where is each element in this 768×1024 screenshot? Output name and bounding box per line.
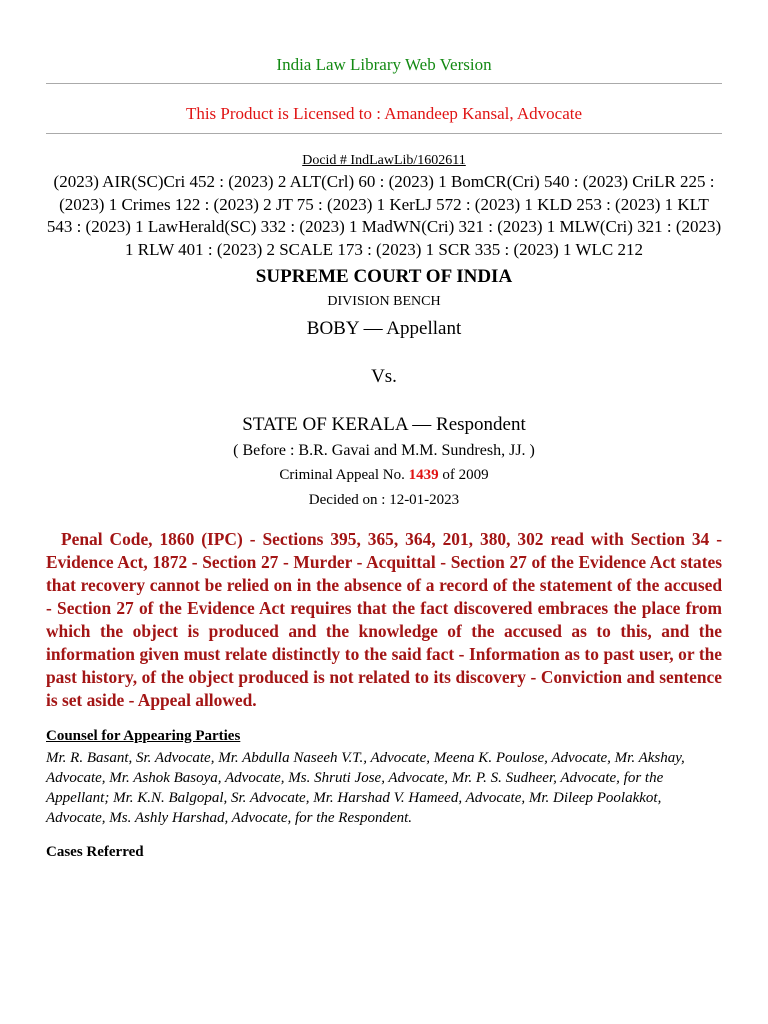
appeal-number: 1439	[408, 467, 439, 483]
appeal-prefix: Criminal Appeal No.	[279, 467, 405, 483]
appellant: BOBY — Appellant	[306, 318, 462, 339]
citations: (2023) AIR(SC)Cri 452 : (2023) 2 ALT(Crl) 60 : (2023) 1 BomCR(Cri) 540 : (2023) CriLR 225 : (2023) 1 Crimes 122 : (2023) 2 JT 75 : (2023) 1 KerLJ 572 : (2023) 1 KLD 253 : (2023) 1 KLT 543 : (2023) 1 LawHerald(SC) 332 : (2023) 1 MadWN(Cri) 321 : (2023) 1 MLW(Cri) 321 : (2023) 1 RLW 401 : (2023) 2 SCALE 173 : (2023) 1 SCR 335 : (2023) 1 WLC 212	[46, 172, 722, 259]
bench-type: DIVISION BENCH	[327, 294, 441, 309]
license-notice: This Product is Licensed to : Amandeep Kansal, Advocate	[185, 104, 583, 123]
counsel-heading: Counsel for Appearing Parties	[46, 728, 241, 744]
decided-date: Decided on : 12-01-2023	[308, 492, 460, 508]
library-title: India Law Library Web Version	[276, 55, 492, 74]
headnote: Penal Code, 1860 (IPC) - Sections 395, 365, 364, 201, 380, 302 read with Section 34 - Evidence Act, 1872 - Section 27 - Murder - Acquittal - Section 27 of the Evidence Act states that recovery cannot be relied on in the absence of a record of the statement of the accused - Section 27 of the Evidence Act requires that the fact discovered embraces the place from which the object is produced and the knowledge of the accused as to this, and the information given must relate distinctly to the said fact - Information as to past user, or the past history, of the object produced is not related to its discovery - Conviction and sentence is set aside - Appeal allowed.	[46, 529, 722, 710]
versus-label: Vs.	[371, 366, 397, 387]
doc-id: Docid # IndLawLib/1602611	[302, 153, 466, 168]
top-divider	[46, 83, 722, 84]
respondent: STATE OF KERALA — Respondent	[242, 414, 526, 435]
appeal-number-line	[46, 465, 722, 485]
judges-before: ( Before : B.R. Gavai and M.M. Sundresh, JJ. )	[233, 442, 535, 459]
document-page	[46, 0, 722, 862]
cases-referred-heading: Cases Referred	[46, 844, 144, 860]
court-name: SUPREME COURT OF INDIA	[255, 266, 513, 287]
license-divider	[46, 133, 722, 134]
appeal-suffix: of 2009	[442, 467, 489, 483]
counsel-text: Mr. R. Basant, Sr. Advocate, Mr. Abdulla Naseeh V.T., Advocate, Meena K. Poulose, Advocate, Mr. Akshay, Advocate, Mr. Ashok Basoya, Advocate, Ms. Shruti Jose, Advocate, Mr. P. S. Sudheer, Advocate, for the Appellant; Mr. K.N. Balgopal, Sr. Advocate, Mr. Harshad V. Hameed, Advocate, Mr. Dileep Poolakkot, Advocate, Ms. Ashly Harshad, Advocate, for the Respondent.	[46, 750, 685, 826]
